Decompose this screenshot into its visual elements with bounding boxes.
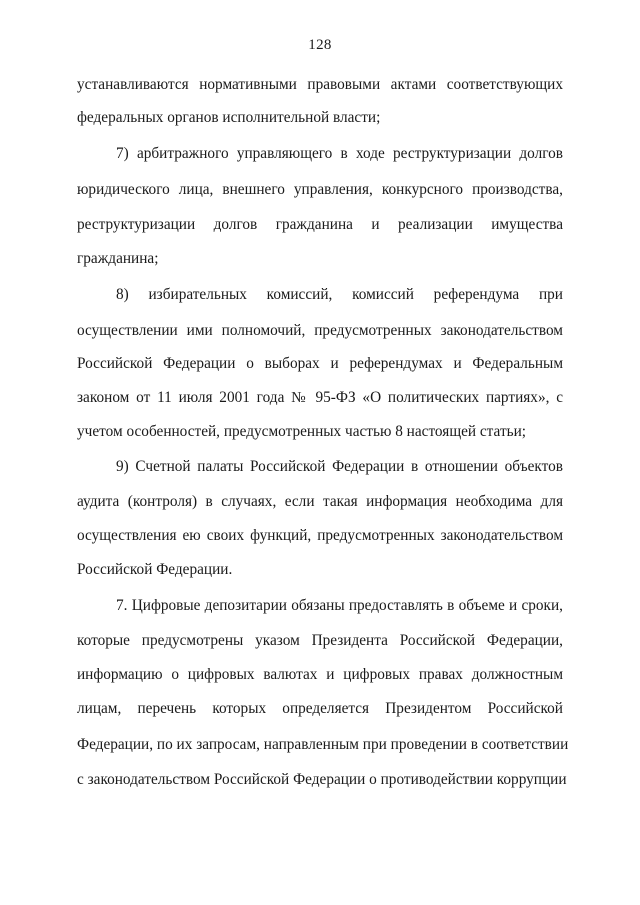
text-line: реструктуризации долгов гражданина и реализации имущества	[77, 216, 563, 233]
text-line: устанавливаются нормативными правовыми актами соответствующих	[77, 76, 563, 93]
text-line: осуществления ею своих функций, предусмотренных законодательством	[77, 527, 563, 544]
text-line: информацию о цифровых валютах и цифровых правах должностным	[77, 666, 563, 683]
text-line: 7. Цифровые депозитарии обязаны предоставлять в объеме и сроки,	[116, 597, 563, 614]
text-line: лицам, перечень которых определяется Президентом Российской	[77, 700, 563, 717]
text-line: осуществлении ими полномочий, предусмотренных законодательством	[77, 322, 563, 339]
text-line: которые предусмотрены указом Президента Российской Федерации,	[77, 632, 563, 649]
text-line: законом от 11 июля 2001 года № 95-ФЗ «О политических партиях», с	[77, 389, 563, 406]
text-line: 7) арбитражного управляющего в ходе реструктуризации долгов	[116, 145, 563, 162]
text-line: 9) Счетной палаты Российской Федерации в отношении объектов	[116, 458, 563, 475]
text-line: учетом особенностей, предусмотренных частью 8 настоящей статьи;	[77, 423, 527, 440]
text-line: гражданина;	[77, 250, 159, 267]
text-line: с законодательством Российской Федерации о противодействии коррупции	[77, 771, 567, 788]
text-line: юридического лица, внешнего управления, конкурсного производства,	[77, 181, 563, 198]
text-line: Российской Федерации.	[77, 561, 233, 578]
text-line: федеральных органов исполнительной власти;	[77, 109, 381, 126]
text-line: 8) избирательных комиссий, комиссий референдума при	[116, 286, 563, 303]
page-number: 128	[308, 37, 332, 53]
text-line: аудита (контроля) в случаях, если такая информация необходима для	[77, 493, 563, 510]
text-line: Российской Федерации о выборах и референдумах и Федеральным	[77, 355, 563, 372]
text-line: Федерации, по их запросам, направленным при проведении в соответствии	[77, 736, 569, 753]
